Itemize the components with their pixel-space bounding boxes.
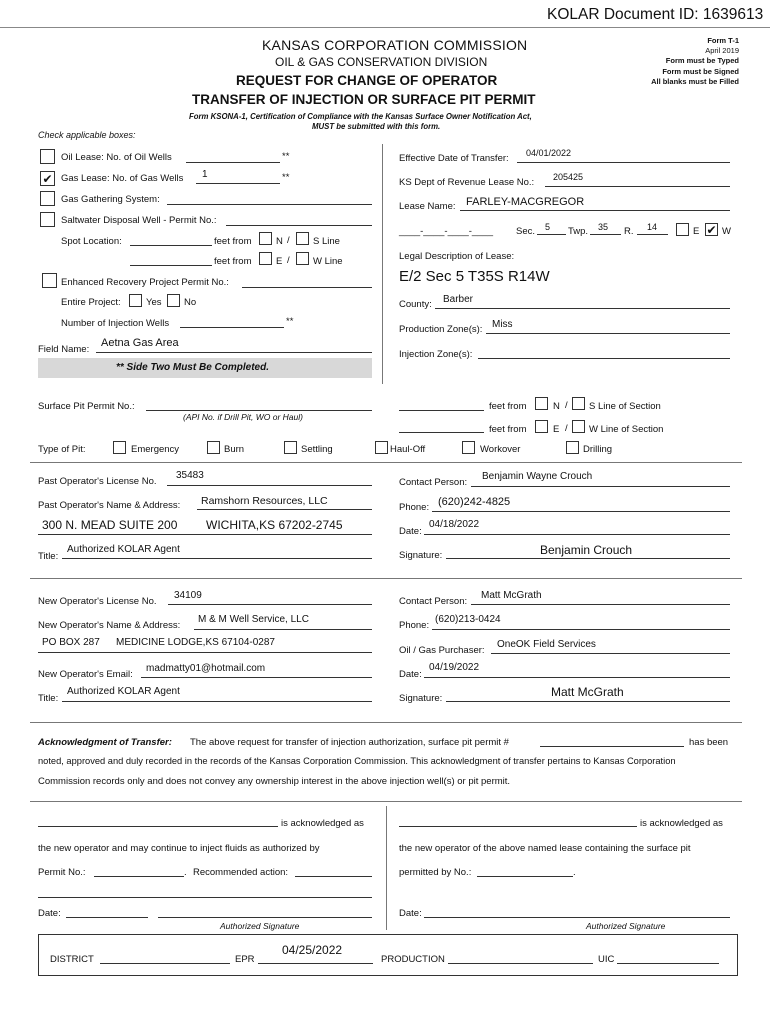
- enhanced-recovery-checkbox[interactable]: [42, 273, 57, 288]
- form-number: Form T-1: [707, 36, 739, 45]
- entire-project-no-label: No: [184, 297, 197, 308]
- ack-left-extra-line: [38, 897, 372, 898]
- new-date-value[interactable]: 04/19/2022: [429, 662, 480, 673]
- past-date-value[interactable]: 04/18/2022: [429, 519, 480, 530]
- new-phone-line: [432, 629, 730, 630]
- past-title-line: [62, 558, 372, 559]
- past-address-2[interactable]: WICHITA,KS 67202-2745: [206, 518, 343, 532]
- ack-left-new-operator: the new operator and may continue to inject fluids as authorized by: [38, 843, 320, 854]
- pit-e-label: E: [553, 424, 560, 435]
- routing-district-line: [100, 963, 230, 964]
- ack-section-rule: [30, 801, 742, 802]
- spot-w-checkbox[interactable]: [296, 252, 309, 265]
- ack-right-date-line: [424, 917, 730, 918]
- new-purchaser-line: [491, 653, 730, 654]
- gas-wells-stars: **: [282, 172, 290, 183]
- ack-right-is-ack: is acknowledged as: [640, 818, 723, 829]
- range-value[interactable]: 14: [647, 222, 658, 232]
- saltwater-line: [226, 225, 372, 226]
- pit-drilling-label: Drilling: [583, 444, 613, 455]
- production-zones-label: Production Zone(s):: [399, 324, 483, 335]
- pit-hauloff-checkbox[interactable]: [375, 441, 388, 454]
- ack-right-permitted-line: [477, 876, 573, 877]
- pit-ns-slash: /: [565, 400, 568, 411]
- gas-wells-value[interactable]: 1: [202, 169, 208, 180]
- sec-value[interactable]: 5: [545, 222, 551, 232]
- pit-e-checkbox[interactable]: [535, 420, 548, 433]
- range-e-checkbox[interactable]: [676, 223, 689, 236]
- county-label: County:: [399, 299, 432, 310]
- routing-epr-label: EPR: [235, 954, 255, 965]
- new-signature-value[interactable]: Matt McGrath: [551, 685, 624, 699]
- gas-gathering-label: Gas Gathering System:: [61, 194, 160, 205]
- legal-desc-value[interactable]: E/2 Sec 5 T35S R14W: [399, 268, 550, 285]
- routing-uic-line: [617, 963, 719, 964]
- form-title-2: TRANSFER OF INJECTION OR SURFACE PIT PERMIT: [192, 92, 536, 107]
- range-line: [637, 234, 668, 235]
- ack-right-auth-signature: Authorized Signature: [586, 921, 666, 931]
- past-signature-line: [446, 558, 730, 559]
- sec-label: Sec.: [516, 226, 536, 237]
- entire-project-yes-checkbox[interactable]: [129, 294, 142, 307]
- spot-ns-line: [130, 245, 212, 246]
- location-dashes: ____-____-____-____: [399, 226, 494, 237]
- past-phone-value[interactable]: (620)242-4825: [438, 496, 511, 508]
- ks-dept-label: KS Dept of Revenue Lease No.:: [399, 177, 535, 188]
- spot-location-label: Spot Location:: [61, 236, 122, 247]
- county-value[interactable]: Barber: [443, 294, 474, 305]
- past-license-label: Past Operator's License No.: [38, 476, 157, 487]
- gas-gathering-line: [167, 204, 372, 205]
- ksona-note-2: MUST be submitted with this form.: [312, 122, 441, 131]
- new-purchaser-value[interactable]: OneOK Field Services: [497, 639, 596, 650]
- past-phone-label: Phone:: [399, 502, 430, 513]
- spot-s-line-label: S Line: [313, 236, 340, 247]
- twp-line: [590, 234, 621, 235]
- pit-drilling-checkbox[interactable]: [566, 441, 579, 454]
- past-license-value[interactable]: 35483: [176, 470, 204, 481]
- injection-wells-line: [180, 327, 284, 328]
- new-contact-value[interactable]: Matt McGrath: [481, 590, 542, 601]
- form-title-1: REQUEST FOR CHANGE OF OPERATOR: [236, 73, 498, 88]
- ack-left-date-line: [66, 917, 148, 918]
- surface-pit-label: Surface Pit Permit No.:: [38, 401, 135, 412]
- side-two-note: ** Side Two Must Be Completed.: [116, 362, 269, 373]
- effective-date-line: [517, 162, 730, 163]
- new-section-rule: [30, 722, 742, 723]
- past-date-label: Date:: [399, 526, 422, 537]
- ack-left-auth-signature: Authorized Signature: [220, 921, 300, 931]
- ack-left-permit-line: [94, 876, 184, 877]
- injection-wells-stars: **: [286, 316, 294, 327]
- pit-settling-checkbox[interactable]: [284, 441, 297, 454]
- ack-text-3: Commission records only and does not convey any ownership interest in the above injection well(s) or pit permit.: [38, 776, 511, 787]
- enhanced-recovery-line: [242, 287, 372, 288]
- agency-name: KANSAS CORPORATION COMMISSION: [262, 37, 528, 53]
- division-name: OIL & GAS CONSERVATION DIVISION: [275, 55, 488, 69]
- new-title-value[interactable]: Authorized KOLAR Agent: [67, 686, 180, 697]
- spot-ew-slash: /: [287, 255, 290, 266]
- new-phone-label: Phone:: [399, 620, 430, 631]
- past-section-rule: [30, 578, 742, 579]
- new-email-value[interactable]: madmatty01@hotmail.com: [146, 663, 266, 674]
- ack-heading: Acknowledgment of Transfer:: [38, 737, 172, 748]
- past-contact-label: Contact Person:: [399, 477, 468, 488]
- past-phone-line: [432, 511, 730, 512]
- routing-uic-label: UIC: [598, 954, 615, 965]
- routing-epr-line: [258, 963, 373, 964]
- gas-lease-checkbox[interactable]: ✔: [40, 171, 55, 186]
- past-signature-value[interactable]: Benjamin Crouch: [540, 543, 633, 557]
- county-line: [435, 308, 730, 309]
- pit-hauloff-label: Haul-Off: [390, 444, 426, 455]
- past-title-label: Title:: [38, 551, 59, 562]
- oil-lease-label: Oil Lease: No. of Oil Wells: [61, 152, 172, 163]
- pit-burn-label: Burn: [224, 444, 245, 455]
- top-rule: [0, 27, 770, 28]
- pit-s-checkbox[interactable]: [572, 397, 585, 410]
- ack-left-is-ack: is acknowledged as: [281, 818, 364, 829]
- twp-value[interactable]: 35: [598, 222, 609, 232]
- range-w-checkbox[interactable]: ✔: [706, 223, 717, 237]
- gas-gathering-checkbox[interactable]: [40, 191, 55, 206]
- past-signature-label: Signature:: [399, 550, 443, 561]
- effective-date-label: Effective Date of Transfer:: [399, 153, 509, 164]
- lease-name-label: Lease Name:: [399, 201, 456, 212]
- pit-s-line-label: S Line of Section: [589, 401, 661, 412]
- ks-dept-value[interactable]: 205425: [553, 172, 584, 182]
- oil-wells-stars: **: [282, 151, 290, 162]
- lease-name-value[interactable]: FARLEY-MACGREGOR: [466, 196, 585, 208]
- past-name-label: Past Operator's Name & Address:: [38, 500, 181, 511]
- ack-left-recommended-line: [295, 876, 372, 877]
- routing-production-line: [448, 963, 593, 964]
- api-note: (API No. if Drill Pit, WO or Haul): [183, 412, 303, 422]
- range-w-label: W: [722, 226, 731, 237]
- saltwater-checkbox[interactable]: [40, 212, 55, 227]
- form-note-filled: All blanks must be Filled: [651, 77, 739, 86]
- new-name-value[interactable]: M & M Well Service, LLC: [198, 614, 309, 625]
- field-name-label: Field Name:: [38, 344, 90, 355]
- past-address-1[interactable]: 300 N. MEAD SUITE 200: [42, 518, 178, 532]
- pit-ns-line: [399, 410, 484, 411]
- sec-line: [537, 234, 566, 235]
- past-license-line: [167, 485, 372, 486]
- pit-feet-from-ew: feet from: [489, 424, 527, 435]
- production-zones-value[interactable]: Miss: [492, 319, 513, 330]
- spot-w-line-label: W Line: [313, 256, 343, 267]
- pit-w-checkbox[interactable]: [572, 420, 585, 433]
- past-name-value[interactable]: Ramshorn Resources, LLC: [201, 495, 328, 507]
- new-address-2[interactable]: MEDICINE LODGE,KS 67104-0287: [116, 637, 275, 648]
- entire-project-no-checkbox[interactable]: [167, 294, 180, 307]
- new-contact-label: Contact Person:: [399, 596, 468, 607]
- ack-right-new-operator: the new operator of the above named lease containing the surface pit: [399, 843, 691, 854]
- new-title-line: [62, 701, 372, 702]
- past-contact-value[interactable]: Benjamin Wayne Crouch: [482, 471, 593, 482]
- form-note-typed: Form must be Typed: [665, 56, 739, 65]
- routing-epr-value[interactable]: 04/25/2022: [282, 943, 343, 957]
- past-contact-line: [471, 486, 730, 487]
- spot-e-checkbox[interactable]: [259, 252, 272, 265]
- past-date-line: [424, 534, 730, 535]
- oil-lease-checkbox[interactable]: [40, 149, 55, 164]
- ack-left-recommended-label: Recommended action:: [193, 867, 289, 878]
- new-name-line: [194, 629, 372, 630]
- new-title-label: Title:: [38, 693, 59, 704]
- spot-feet-from-ew: feet from: [214, 256, 252, 267]
- saltwater-label: Saltwater Disposal Well - Permit No.:: [61, 215, 217, 226]
- pit-n-checkbox[interactable]: [535, 397, 548, 410]
- ack-left-permit-label: Permit No.:: [38, 867, 86, 878]
- new-signature-label: Signature:: [399, 693, 443, 704]
- ack-text-2: noted, approved and duly recorded in the records of the Kansas Corporation Commission. This acknowledgment of transfer pertains to Kansas Corporation: [38, 756, 676, 766]
- field-name-line: [96, 352, 372, 353]
- range-label: R.: [624, 226, 634, 237]
- new-name-label: New Operator's Name & Address:: [38, 620, 181, 631]
- new-email-label: New Operator's Email:: [38, 669, 133, 680]
- oil-wells-line: [186, 162, 280, 163]
- pit-feet-from-ns: feet from: [489, 401, 527, 412]
- injection-wells-label: Number of Injection Wells: [61, 318, 170, 329]
- new-date-label: Date:: [399, 669, 422, 680]
- injection-zones-label: Injection Zone(s):: [399, 349, 473, 360]
- past-name-line: [197, 509, 372, 510]
- past-title-value[interactable]: Authorized KOLAR Agent: [67, 544, 180, 555]
- production-zones-line: [486, 333, 730, 334]
- new-phone-value[interactable]: (620)213-0424: [435, 614, 501, 625]
- past-address-line: [38, 534, 372, 535]
- pit-section-rule: [30, 462, 742, 463]
- ack-pit-permit-line: [540, 746, 684, 747]
- pit-ew-line: [399, 432, 484, 433]
- new-address-1[interactable]: PO BOX 287: [42, 637, 100, 648]
- ack-right-name-line: [399, 826, 637, 827]
- ack-text-1: The above request for transfer of injection authorization, surface pit permit #: [190, 737, 509, 748]
- enhanced-recovery-label: Enhanced Recovery Project Permit No.:: [61, 277, 229, 288]
- range-e-label: E: [693, 226, 700, 237]
- new-purchaser-label: Oil / Gas Purchaser:: [399, 645, 485, 656]
- new-license-line: [168, 604, 372, 605]
- new-email-line: [141, 677, 372, 678]
- column-divider: [382, 144, 383, 384]
- form-note-signed: Form must be Signed: [662, 67, 739, 76]
- pit-workover-label: Workover: [480, 444, 521, 455]
- effective-date-value[interactable]: 04/01/2022: [526, 148, 572, 158]
- spot-ew-line: [130, 265, 212, 266]
- spot-n-label: N: [276, 236, 283, 247]
- ack-column-divider: [386, 806, 387, 930]
- new-signature-line: [446, 701, 730, 702]
- routing-production-label: PRODUCTION: [381, 954, 445, 965]
- ack-right-permitted-label: permitted by No.:: [399, 867, 472, 878]
- entire-project-yes-label: Yes: [146, 297, 162, 308]
- spot-n-checkbox[interactable]: [259, 232, 272, 245]
- field-name-value[interactable]: Aetna Gas Area: [101, 337, 179, 349]
- twp-label: Twp.: [568, 226, 589, 237]
- spot-s-checkbox[interactable]: [296, 232, 309, 245]
- surface-pit-line: [146, 410, 372, 411]
- pit-emergency-checkbox[interactable]: [113, 441, 126, 454]
- ack-left-date-label: Date:: [38, 908, 61, 919]
- pit-w-line-label: W Line of Section: [589, 424, 664, 435]
- pit-burn-checkbox[interactable]: [207, 441, 220, 454]
- spot-feet-from-ns: feet from: [214, 236, 252, 247]
- type-of-pit-label: Type of Pit:: [38, 444, 86, 455]
- pit-n-label: N: [553, 401, 560, 412]
- gas-wells-line: [196, 183, 280, 184]
- legal-desc-label: Legal Description of Lease:: [399, 251, 515, 262]
- injection-zones-line: [478, 358, 730, 359]
- ksona-note-1: Form KSONA-1, Certification of Compliance with the Kansas Surface Owner Notification Act,: [189, 112, 532, 121]
- ack-has-been: has been: [689, 737, 729, 748]
- new-contact-line: [471, 604, 730, 605]
- ack-left-name-line: [38, 826, 278, 827]
- pit-ew-slash: /: [565, 423, 568, 434]
- new-date-line: [424, 677, 730, 678]
- document-id: KOLAR Document ID: 1639613: [547, 6, 764, 23]
- spot-ns-slash: /: [287, 235, 290, 246]
- new-license-label: New Operator's License No.: [38, 596, 157, 607]
- lease-name-line: [460, 210, 730, 211]
- routing-district-label: DISTRICT: [50, 954, 94, 965]
- form-date: April 2019: [705, 46, 739, 55]
- pit-workover-checkbox[interactable]: [462, 441, 475, 454]
- pit-settling-label: Settling: [301, 444, 333, 455]
- spot-e-label: E: [276, 256, 283, 267]
- ack-right-date-label: Date:: [399, 908, 422, 919]
- new-address-line: [38, 652, 372, 653]
- pit-emergency-label: Emergency: [131, 444, 180, 455]
- gas-lease-label: Gas Lease: No. of Gas Wells: [61, 173, 184, 184]
- ks-dept-line: [545, 186, 730, 187]
- new-license-value[interactable]: 34109: [174, 590, 202, 601]
- check-boxes-label: Check applicable boxes:: [38, 130, 136, 140]
- ack-left-signature-line: [158, 917, 372, 918]
- entire-project-label: Entire Project:: [61, 297, 121, 308]
